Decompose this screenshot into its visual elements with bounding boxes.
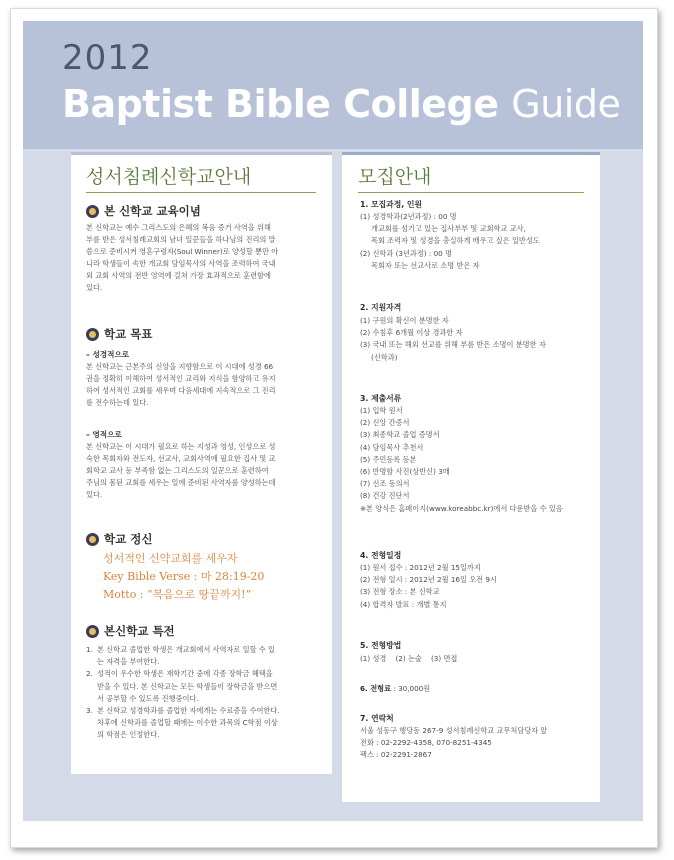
school-motto: Motto : “복음으로 땅끝까지!” — [103, 588, 252, 601]
section-title: 학교 정신 — [104, 532, 153, 546]
section-title: 학교 목표 — [104, 327, 153, 341]
fee-heading: 6. 전형료 — [360, 684, 392, 693]
documents-list — [360, 405, 600, 515]
text-line: 본 신학교 성경학과를 졸업한 자에게는 수료증을 수여한다. — [97, 706, 280, 716]
bullet-icon — [86, 328, 99, 341]
text-line: 를 전수하는데 있다. — [86, 398, 149, 408]
contact-info — [360, 725, 598, 762]
contact-address: 서울 성동구 행당동 267-9 성서침례신학교 교무처담당자 앞 — [360, 726, 548, 735]
text-line: 외 교회 사역의 전반 영역에 걸쳐 가장 효과적으로 훈련함에 — [86, 271, 271, 281]
text-line: 있다. — [86, 283, 103, 293]
section-title: 본 신학교 교육이념 — [104, 204, 201, 218]
list-item: (2) 신앙 간증서 — [360, 418, 410, 428]
method-heading: 5. 전형방법 — [360, 641, 402, 650]
text-line: 있다. — [86, 490, 103, 500]
list-item — [86, 668, 320, 705]
section-school-spirit — [86, 531, 152, 547]
list-item — [86, 644, 320, 668]
list-item: (5) 주민등록 등본 — [360, 454, 417, 464]
qualification-heading: 2. 지원자격 — [360, 303, 402, 312]
benefits-list — [86, 644, 320, 742]
documents-heading: 3. 제출서류 — [360, 394, 402, 403]
section-title: 본신학교 특전 — [104, 624, 175, 638]
text-line: 권을 정확히 이해하여 성서적인 교리와 지식을 함양하고 유지 — [86, 374, 276, 384]
right-title-rule — [358, 192, 584, 193]
text-line: 받을 수 있다. 본 신학교는 모든 학생들이 장학금을 받으면 — [97, 681, 278, 691]
list-item: (4) 담임목사 추천서 — [360, 442, 424, 452]
list-item: (1) 원서 접수 : 2012년 2월 15일까지 — [360, 563, 481, 572]
title-bold: Baptist Bible College — [62, 82, 499, 126]
method-list: (1) 성경 (2) 논술 (3) 면접 — [360, 654, 458, 663]
list-item: (8) 건강 진단서 — [360, 491, 410, 501]
text-line: 니라 학생들이 속한 개교회 담임목사의 사역을 조력하여 국내 — [86, 259, 276, 269]
spirit-line: 성서적인 신약교회를 세우자 — [103, 552, 238, 565]
contact-fax: 팩스 : 02-2291-2867 — [360, 750, 432, 760]
fee-line — [360, 683, 430, 695]
text-line: 씀으로 준비시켜 영혼구령자(Soul Winner)로 양성할 뿐만 아 — [86, 247, 279, 257]
list-item: (3) 국내 또는 해외 선교를 위해 부름 받은 소명이 분명한 자 — [360, 340, 546, 350]
item-number: 1. — [86, 645, 93, 654]
guide-title — [62, 82, 620, 126]
text-line: 하여 성서적인 교회를 세우며 다음세대에 지속적으로 그 진리 — [86, 386, 276, 396]
text-line: 목회자 또는 선교사로 소명 받은 자 — [371, 260, 480, 270]
recruit-course-heading: 1. 모집과정, 인원 — [360, 200, 422, 209]
list-item: (4) 합격자 발표 : 개별 통지 — [360, 599, 447, 609]
item-text — [97, 644, 275, 668]
text-line: 개교회를 섬기고 있는 집사부부 및 교회학교 교사, — [371, 224, 526, 234]
list-item: (1) 입학 원서 — [360, 406, 403, 415]
goal-biblical-heading: – 성경적으로 — [86, 350, 130, 359]
text-line: 주님의 몸된 교회를 세우는 일에 준비된 사역자를 양성하는데 — [86, 478, 276, 488]
section-school-benefits — [86, 623, 175, 639]
right-column-title: 모집안내 — [358, 166, 432, 188]
bullet-icon — [86, 205, 99, 218]
guide-year: 2012 — [62, 38, 153, 78]
left-column-title: 성서침례신학교안내 — [86, 166, 252, 188]
education-ideal-text — [86, 222, 318, 295]
course-bible: (1) 성경학과(2년과정) : 00 명 — [360, 212, 457, 221]
list-item: (신학과) — [371, 352, 398, 362]
school-spirit-text — [103, 550, 264, 604]
item-text — [97, 668, 277, 705]
list-item: (7) 신조 동의서 — [360, 479, 410, 489]
text-line: 부름 받은 성서침례교회의 남녀 일꾼들을 하나님의 진리의 말 — [86, 235, 276, 245]
item-number: 2. — [86, 669, 93, 679]
text-line: 성적이 우수한 학생은 재학기간 중에 각종 장학금 혜택을 — [97, 669, 273, 679]
schedule-list — [360, 562, 596, 611]
goal-spiritual-text — [86, 441, 318, 501]
list-item: (1) 구원의 확신이 분명한 자 — [360, 316, 449, 325]
text-line: 서 공부할 수 있도록 진행중이다. — [97, 693, 199, 703]
text-line: 차후에 신학과를 졸업할 때에는 이수한 과목의 C학점 이상 — [97, 718, 278, 728]
contact-phone: 전화 : 02-2292-4358, 070-8251-4345 — [360, 738, 492, 748]
title-light: Guide — [511, 82, 621, 126]
text-line: 목회 조력자 및 성경을 충실하게 배우고 싶은 일반성도 — [371, 236, 540, 246]
section-education-ideal — [86, 203, 201, 219]
goal-spiritual-heading: – 영적으로 — [86, 430, 122, 439]
list-item: (6) 반명함 사진(상반신) 3매 — [360, 467, 450, 477]
bullet-icon — [86, 625, 99, 638]
key-bible-verse: Key Bible Verse : 마 28:19-20 — [103, 570, 265, 583]
course-theology: (2) 신학과 (3년과정) : 00 명 — [360, 248, 452, 258]
text-line: 본 신학교 졸업한 학생은 개교회에서 사역자로 일할 수 있 — [97, 645, 275, 654]
contact-heading: 7. 연락처 — [360, 714, 394, 723]
schedule-heading: 4. 전형일정 — [360, 551, 402, 560]
section-school-goals — [86, 326, 152, 342]
text-line: 본 신학교는 이 시대가 필요로 하는 지성과 영성, 인성으로 성 — [86, 442, 276, 451]
list-item: (3) 최종학교 졸업 증명서 — [360, 430, 440, 440]
text-line: 본 신학교는 예수 그리스도의 은혜의 복음 증거 사역을 위해 — [86, 223, 271, 232]
text-line: 의 학점은 인정한다. — [97, 730, 160, 740]
download-note: ※본 양식은 홈페이지(www.koreabbc.kr)에서 다운받을 수 있음 — [360, 503, 563, 513]
text-line: 회학교 교사 등 부족함 없는 그리스도의 일꾼으로 훈련하여 — [86, 466, 269, 476]
text-line: 는 자격을 부여한다. — [97, 657, 160, 667]
item-text — [97, 705, 280, 742]
item-number: 3. — [86, 706, 93, 716]
goal-biblical-text — [86, 361, 318, 409]
list-item: (2) 수침후 6개월 이상 경과한 자 — [360, 328, 463, 338]
bullet-icon — [86, 533, 99, 546]
list-item — [86, 705, 320, 742]
qualification-list — [360, 315, 596, 364]
left-title-rule — [86, 192, 316, 193]
fee-value: : 30,000원 — [391, 684, 431, 693]
recruit-course-text — [360, 211, 596, 272]
text-line: 본 신학교는 근본주의 신앙을 지향함으로 이 시대에 성경 66 — [86, 362, 274, 371]
list-item: (2) 전형 일시 : 2012년 2월 16일 오전 9시 — [360, 575, 497, 585]
text-line: 숙한 목회자와 전도자, 선교사, 교회사역에 필요한 집사 및 교 — [86, 454, 276, 464]
list-item: (3) 전형 장소 : 본 신학교 — [360, 587, 440, 597]
